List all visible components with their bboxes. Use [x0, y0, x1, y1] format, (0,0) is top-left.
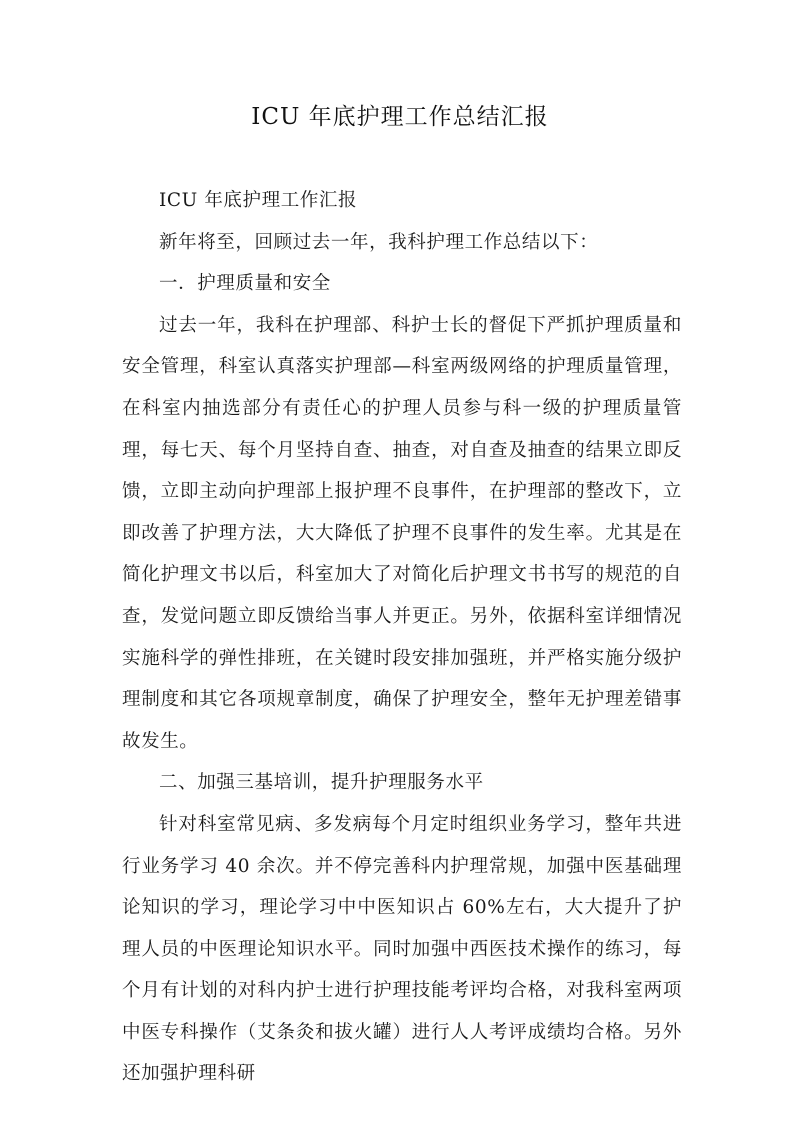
paragraph-intro: 新年将至，回顾过去一年，我科护理工作总结以下：	[159, 231, 599, 253]
paragraph-quality-safety: 过去一年，我科在护理部、科护士长的督促下严抓护理质量和安全管理，科室认真落实护理部—科室两级网络的护理质量管理，在科室内抽选部分有责任心的护理人员参与科一级的护理质量管理，每七天、每个月坚持自查、抽查，对自查及抽查的结果立即反馈，立即主动向护理部上报护理不良事件，在护理部的整改下，立即改善了护理方法，大大降低了护理不良事件的发生率。尤其是在简化护理文书以后，科室加大了对简化后护理文书书写的规范的自查，发觉问题立即反馈给当事人并更正。另外，依据科室详细情况实施科学的弹性排班，在关键时段安排加强班，并严格实施分级护理制度和其它各项规章制度，确保了护理安全，整年无护理差错事故发生。	[122, 314, 682, 752]
document-title: ICU 年底护理工作总结汇报	[251, 104, 549, 130]
section-heading-quality-safety: 一．护理质量和安全	[159, 273, 331, 295]
paragraph-report-heading: ICU 年底护理工作汇报	[159, 190, 358, 211]
section-heading-training: 二、加强三基培训，提升护理服务水平	[159, 772, 484, 794]
paragraph-training: 针对科室常见病、多发病每个月定时组织业务学习，整年共进行业务学习 40 余次。并不停完善科内护理常规，加强中医基础理论知识的学习，理论学习中中医知识占 60%左右，大大提升了护理人员的中医理论知识水平。同时加强中西医技术操作的练习，每个月有计划的对科内护士进行护理技能考评均合格，对我科室两项中医专科操作（艾条灸和拔火罐）进行人人考评成绩均合格。另外还加强护理科研	[122, 813, 682, 1085]
document-body	[122, 180, 682, 1095]
